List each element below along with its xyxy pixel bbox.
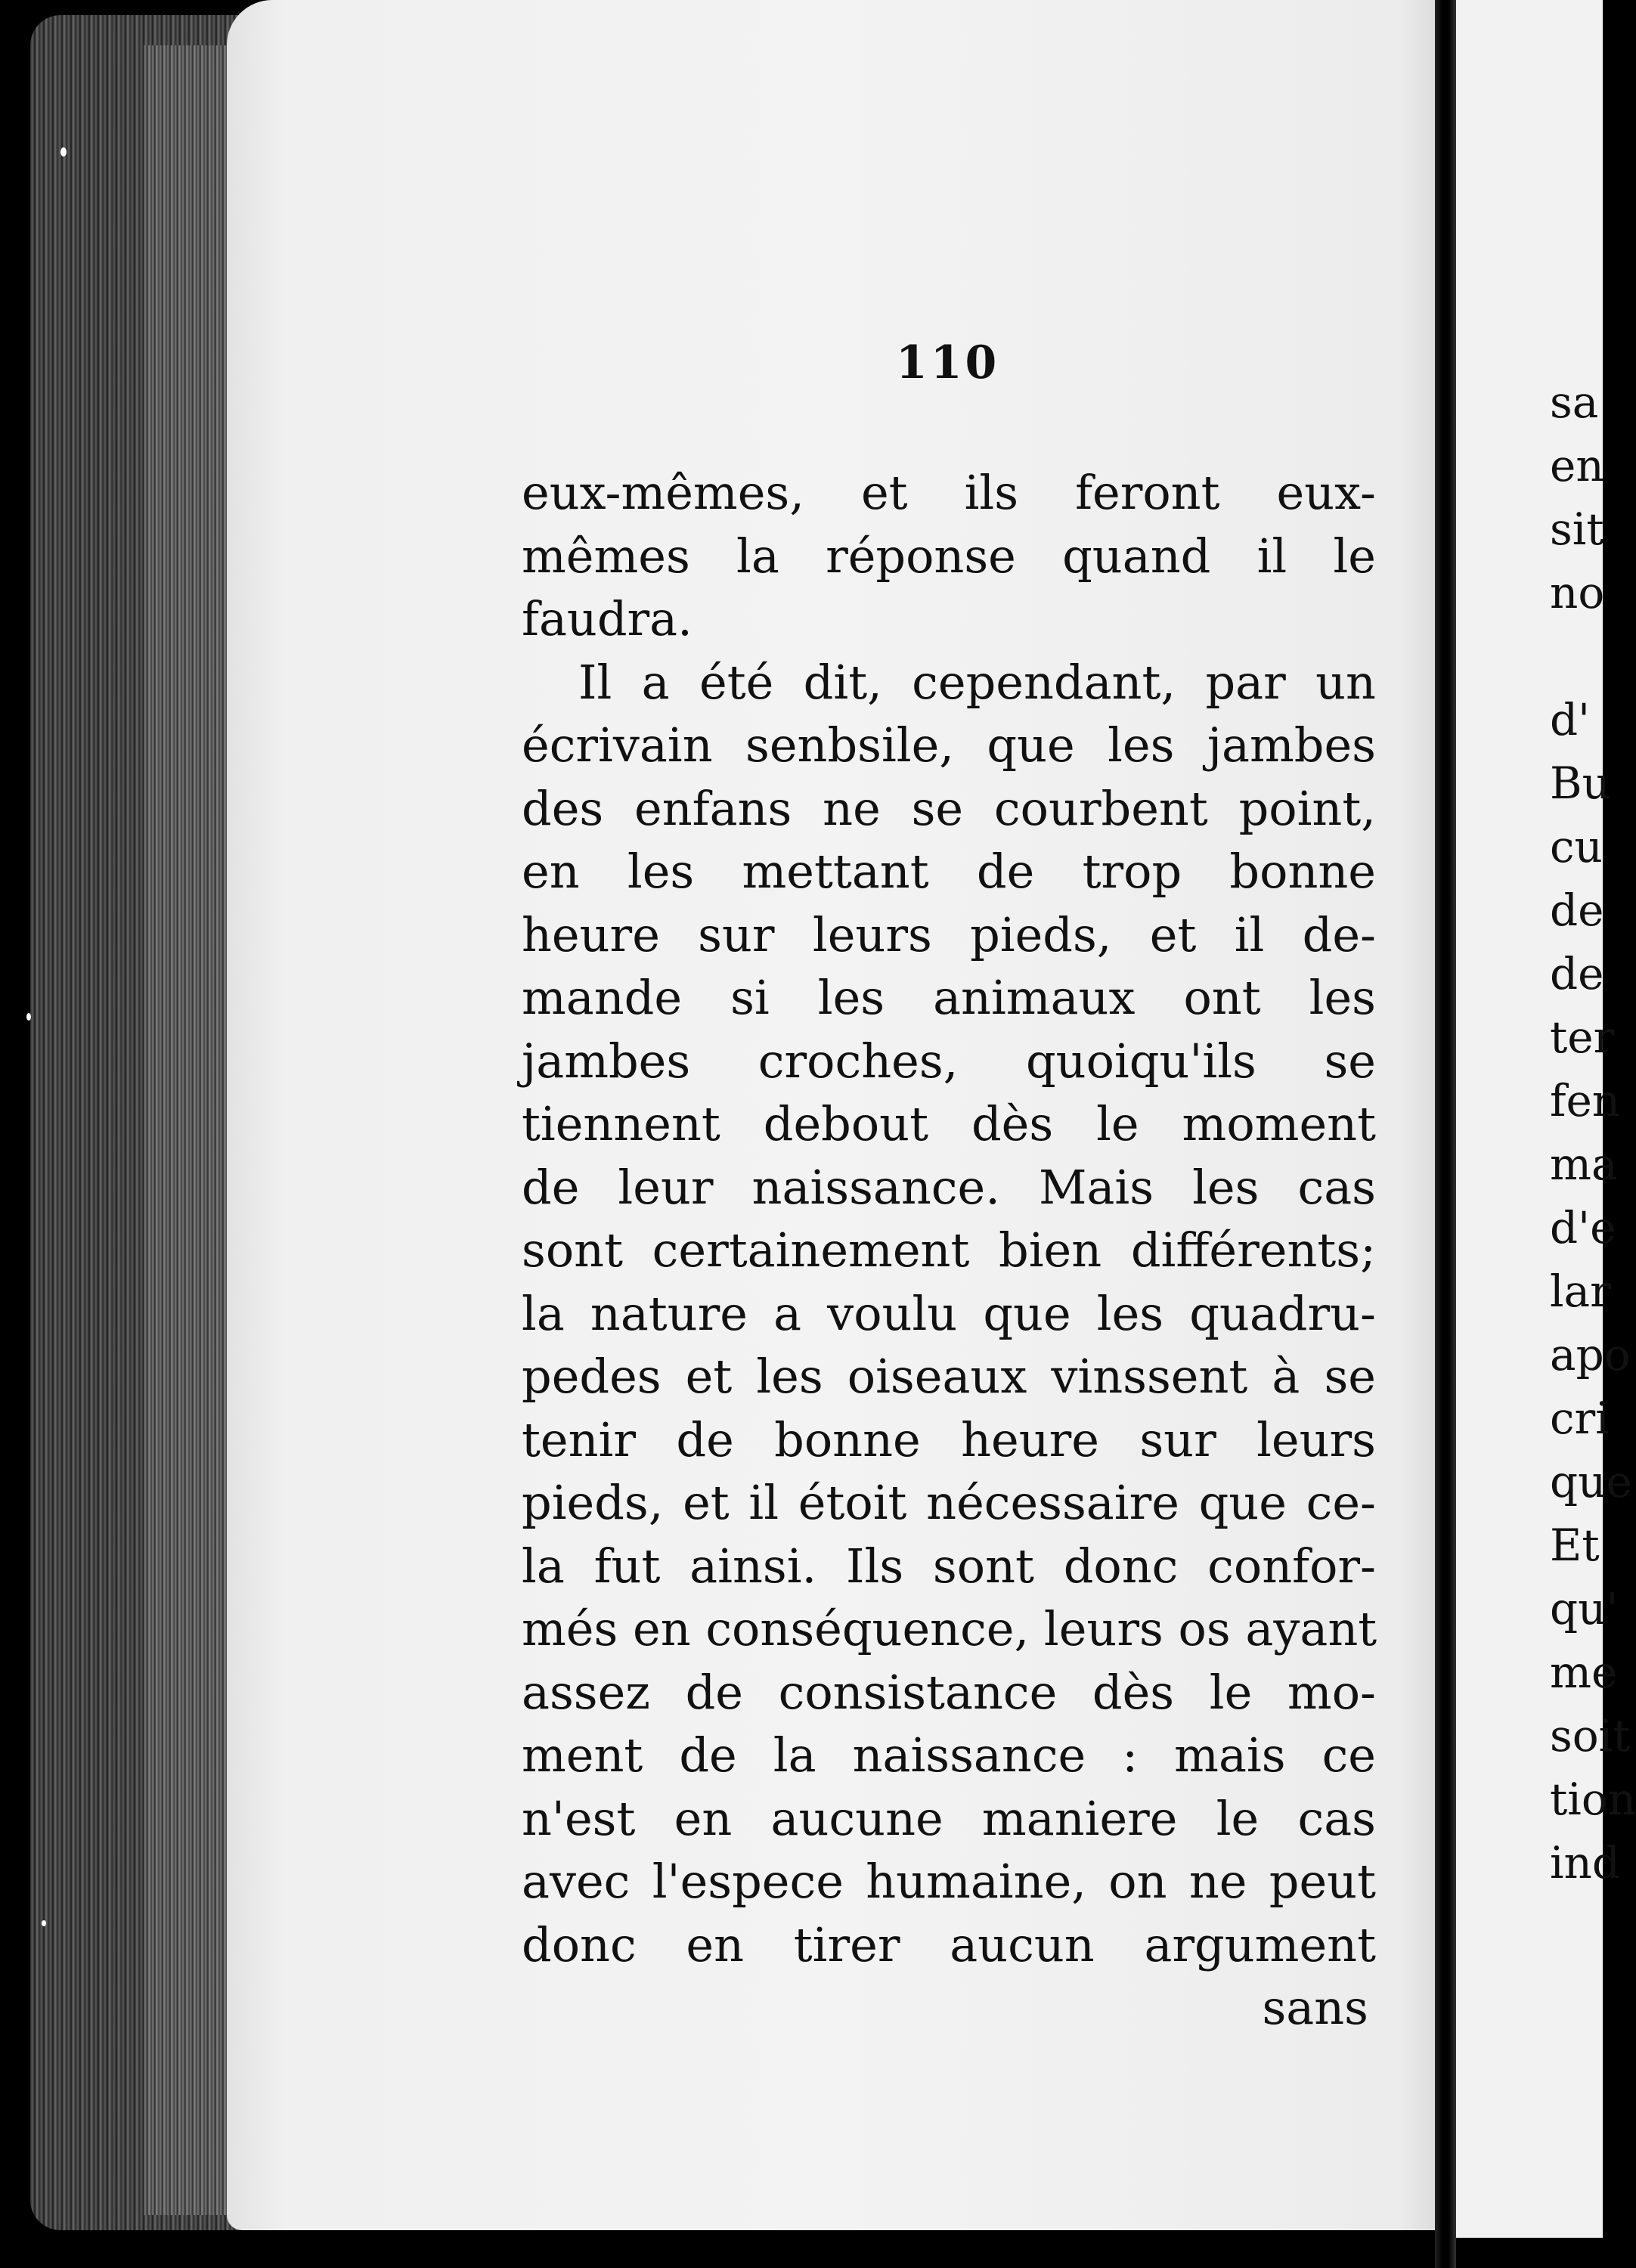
scan-speck <box>26 1013 31 1021</box>
text-line: pedes et les oiseaux vinssent à se <box>522 1349 1376 1404</box>
body-text <box>522 461 1376 2040</box>
facing-line: qu' <box>1550 1583 1619 1634</box>
page-number: 110 <box>896 336 1000 389</box>
page-edges <box>30 15 257 2230</box>
text-line: mêmes la réponse quand il le <box>522 528 1376 584</box>
facing-line: de <box>1550 885 1604 936</box>
text-line: eux-mêmes, et ils feront eux- <box>522 465 1376 520</box>
text-line: en les mettant de trop bonne <box>522 844 1376 899</box>
text-line: écrivain senbsile, que les jambes <box>522 717 1376 773</box>
text-line: ment de la naissance : mais ce <box>522 1727 1376 1783</box>
book-gutter <box>1435 0 1456 2268</box>
facing-line: no <box>1550 567 1605 618</box>
facing-line: Bu <box>1550 758 1610 809</box>
facing-line: en <box>1550 440 1604 491</box>
text-line: sont certainement bien différents; <box>522 1222 1376 1278</box>
facing-line: ter <box>1550 1012 1615 1063</box>
facing-line: sit <box>1550 503 1604 555</box>
scan-speck <box>60 147 67 156</box>
text-line: més en conséquence, leurs os ayant <box>522 1601 1377 1656</box>
facing-line: de <box>1550 948 1604 999</box>
facing-line: que <box>1550 1456 1632 1507</box>
catchword: sans <box>1262 1980 1368 2035</box>
text-line: assez de consistance dès le mo- <box>522 1664 1376 1720</box>
text-line: n'est en aucune maniere le cas <box>522 1790 1376 1846</box>
facing-line: cri <box>1550 1393 1610 1444</box>
facing-line: d'e <box>1550 1202 1616 1253</box>
text-line: donc en tirer aucun argument <box>522 1916 1376 1972</box>
text-line: faudra. <box>522 591 693 646</box>
scan-speck <box>42 1920 46 1926</box>
text-line: heure sur leurs pieds, et il de- <box>522 906 1376 962</box>
text-line: Il a été dit, cependant, par un <box>578 654 1376 710</box>
text-line: tenir de bonne heure sur leurs <box>522 1411 1376 1467</box>
text-line: tiennent debout dès le moment <box>522 1096 1376 1151</box>
facing-line: fen <box>1550 1075 1621 1126</box>
text-line: jambes croches, quoiqu'ils se <box>522 1033 1376 1089</box>
facing-line: tion <box>1550 1774 1636 1825</box>
facing-line: sa <box>1550 376 1599 428</box>
facing-line: Et <box>1550 1520 1600 1571</box>
facing-line: soit <box>1550 1710 1631 1761</box>
facing-page-text <box>1550 370 1636 1895</box>
text-line: des enfans ne se courbent point, <box>522 780 1376 836</box>
facing-line: apo <box>1550 1329 1631 1380</box>
text-line: la fut ainsi. Ils sont donc confor- <box>522 1538 1376 1594</box>
facing-line: me <box>1550 1647 1618 1698</box>
facing-line: ma <box>1550 1139 1618 1190</box>
text-line: de leur naissance. Mais les cas <box>522 1159 1376 1215</box>
facing-line: lar <box>1550 1266 1611 1317</box>
facing-line: cu <box>1550 821 1603 872</box>
text-line: avec l'espece humaine, on ne peut <box>522 1854 1376 1909</box>
text-line: pieds, et il étoit nécessaire que ce- <box>522 1475 1376 1530</box>
facing-line: ind <box>1550 1837 1621 1888</box>
facing-line: d' <box>1550 694 1591 745</box>
text-line: la nature a voulu que les quadru- <box>522 1285 1376 1341</box>
text-line: mande si les animaux ont les <box>522 970 1376 1025</box>
